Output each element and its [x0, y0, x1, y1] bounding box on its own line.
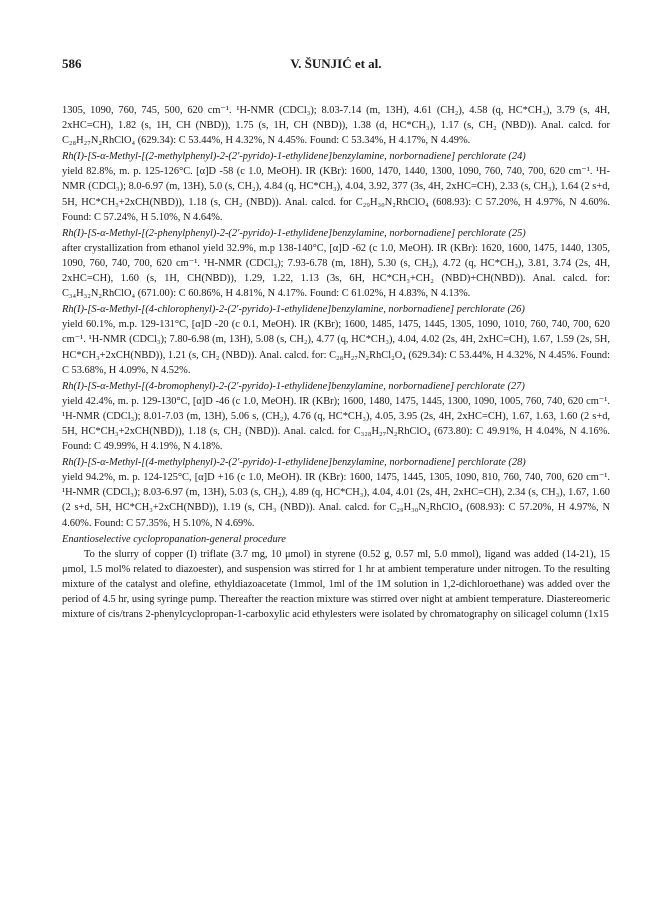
page-header — [62, 56, 610, 76]
spectral-data-paragraph: yield 82.8%, m. p. 125-126°C. [α]D -58 (c 1.0, MeOH). IR (KBr): 1600, 1470, 1440, 1300, 1090, 760, 740, 700, 620 cm⁻¹. ¹H-NMR (CDCl₃); 8.0-6.97 (m, 13H), 5.0 (s, CH₂), 4.84 (q, HC*CH₃), 4.04, 3.92, 377 (3s, 4H, 2xHC=CH), 2.33 (s, CH₃), 1.64 (2 s+d, 5H, HC*CH₃+2xCH(NBD)), 1.18 (s, CH₂ (NBD)). Anal. calcd. for C₂₉H₃₀N₂RhClO₄ (608.93): C 57.20%, H 4.97%, N 4.60%. Found: C 57.24%, H 5.10%, N 4.64%. — [62, 166, 610, 223]
article-body — [62, 103, 610, 622]
spectral-data-paragraph: yield 42.4%, m. p. 129-130°C, [α]D -46 (c 1.0, MeOH). IR (KBr); 1600, 1480, 1475, 1445, 1300, 1090, 1005, 760, 740, 620 cm⁻¹. ¹H-NMR (CDCl₃); 8.01-7.03 (m, 13H), 5.06 s, (CH₂), 4.76 (q, HC*CH₃), 4.05, 3.95 (2s, 4H, 2xHC=CH), 1.67, 1.63, 1.60 (2 s+d, 5H, HC*CH₃+2xCH(NBD)), 1.18 (s, CH₂ (NBD)). Anal. calcd. for C₃₂₈H₂₇N₂RhClO₄ (673.80): C 49.91%, H 4.04%, N 4.16%. Found: C 49.99%, H 4.19%, N 4.18%. — [62, 395, 610, 453]
compound-heading-25: Rh(I)-[S-α-Methyl-[(2-phenylphenyl)-2-(2'-pyrido)-1-ethylidene]benzylamine, norbornadiene] perchlorate (25) — [62, 227, 526, 239]
compound-heading-27: Rh(I)-[S-α-Methyl-[(4-bromophenyl)-2-(2'-pyrido)-1-ethylidene]benzylamine, norbornadiene] perchlorate (27) — [62, 380, 525, 392]
procedure-section-title: Enantioselective cyclopropanation-general procedure — [62, 533, 286, 545]
spectral-data-paragraph: yield 60.1%, m.p. 129-131°C, [α]D -20 (c 0.1, MeOH). IR (KBr); 1600, 1485, 1475, 1445, 1305, 1090, 1010, 760, 740, 700, 620 cm⁻¹. ¹H-NMR (CDCl₃); 7.80-6.98 (m, 13H), 5.08 (s, CH₂), 4.77 (q, HC*CH₃), 4.04, 4.02 (2s, 4H, 2xHC=CH), 1.67, 1.59 (2s, 5H, HC*CH₃+2xCH(NBD)), 1.21 (s, CH₂ (NBD)). Anal. calcd. for: C₂₈H₂₇N₂RhCl₂O₄ (629.34): C 53.44%, H 4.32%, N 4.45%. Found: C 53.68%, H 4.09%, N 4.52%. — [62, 319, 610, 376]
compound-heading-24: Rh(I)-[S-α-Methyl-[(2-methylphenyl)-2-(2'-pyrido)-1-ethylidene]benzylamine, norbornadiene] perchlorate (24) — [62, 151, 526, 163]
running-head: V. ŠUNJIĆ et al. — [290, 56, 382, 71]
procedure-paragraph: To the slurry of copper (I) triflate (3.7 mg, 10 μmol) in styrene (0.52 g, 0.57 ml, 5.0 mmol), ligand was added (14-21), 15 μmol, 1.5 mol% related to diazoester), and suspension was stirred for 1 hr at ambient temperature under nitrogen. To the resulting mixture of the catalyst and olefine, ethyldiazoacetate (1mmol, 1ml of the 1M solution in 1,2-dichloroethane) was added over the period of 4.5 hr, using syringe pump. Thereafter the reaction mixture was stirred over night at ambient temperature. Diastereomeric mixture of cis/trans 2-phenylcyclopropan-1-carboxylic acid ethylesters were isolated by chromatography on silicagel column (1x15 — [62, 548, 610, 621]
spectral-data-paragraph: 1305, 1090, 760, 745, 500, 620 cm⁻¹. ¹H-NMR (CDCl₃); 8.03-7.14 (m, 13H), 4.61 (CH₂), 4.58 (q, HC*CH₃), 3.79 (s, 4H, 2xHC=CH), 1.82 (s, 1H, CH (NBD)), 1.75 (s, 1H, CH (NBD)), 1.38 (d, HC*CH₃), 1.17 (s, CH₂ (NBD)). Anal. calcd. for C₂₈H₂₇N₂RhClO₄ (629.34): C 53.44%, H 4.32%, N 4.45%. Found: C 53.34%, H 4.17%, N 4.49%. — [62, 105, 610, 147]
spectral-data-paragraph: yield 94.2%, m. p. 124-125°C, [α]D +16 (c 1.0, MeOH). IR (KBr): 1600, 1475, 1445, 1305, 1090, 810, 760, 740, 700, 620 cm⁻¹. ¹H-NMR (CDCl₃); 8.03-6.97 (m, 13H), 5.03 (s, CH₂), 4.89 (q, HC*CH₃), 4.04, 4.01 (2s, 4H, 2xHC=CH), 2.34 (s, CH₃), 1.67, 1.60 (2 s+d, 5H, HC*CH₃+2xCH(NBD)), 1.19 (s, CH₃ (NBD)). Anal. calcd. for C₂₉H₃₀N₂RhClO₄ (608.93): C 57.20%, H 4.97%, N 4.60%. Found: C 57.35%, H 5.10%, N 4.69%. — [62, 472, 610, 529]
compound-heading-26: Rh(I)-[S-α-Methyl-[(4-chlorophenyl)-2-(2'-pyrido)-1-ethylidene]benzylamine, norbornadiene] perchlorate (26) — [62, 304, 525, 316]
spectral-data-paragraph: after crystallization from ethanol yield 32.9%, m.p 138-140°C, [α]D -62 (c 1.0, MeOH). IR (KBr): 1620, 1600, 1475, 1440, 1305, 1090, 760, 740, 700, 620 cm⁻¹. ¹H-NMR (CDCl₃); 7.93-6.78 (m, 18H), 5.30 (s, CH₂), 4.72 (q, HC*CH₃), 3.81, 3.74 (2s, 4H, 2xHC=CH), 1.60 (s, 1H, CH(NBD)), 1.29, 1.22, 1.13 (3s, 6H, HC*CH₃+CH₂ (NBD)+CH(NBD)). Anal. calcd. for: C₃₄H₃₂N₂RhClO₄ (671.00): C 60.86%, H 4.81%, N 4.17%. Found: C 61.02%, H 4.83%, N 4.13%. — [62, 242, 610, 300]
compound-heading-28: Rh(I)-[S-α-Methyl-[(4-methylphenyl)-2-(2'-pyrido)-1-ethylidene]benzylamine, norbornadiene] perchlorate (28) — [62, 457, 526, 469]
page-number: 586 — [62, 56, 82, 71]
